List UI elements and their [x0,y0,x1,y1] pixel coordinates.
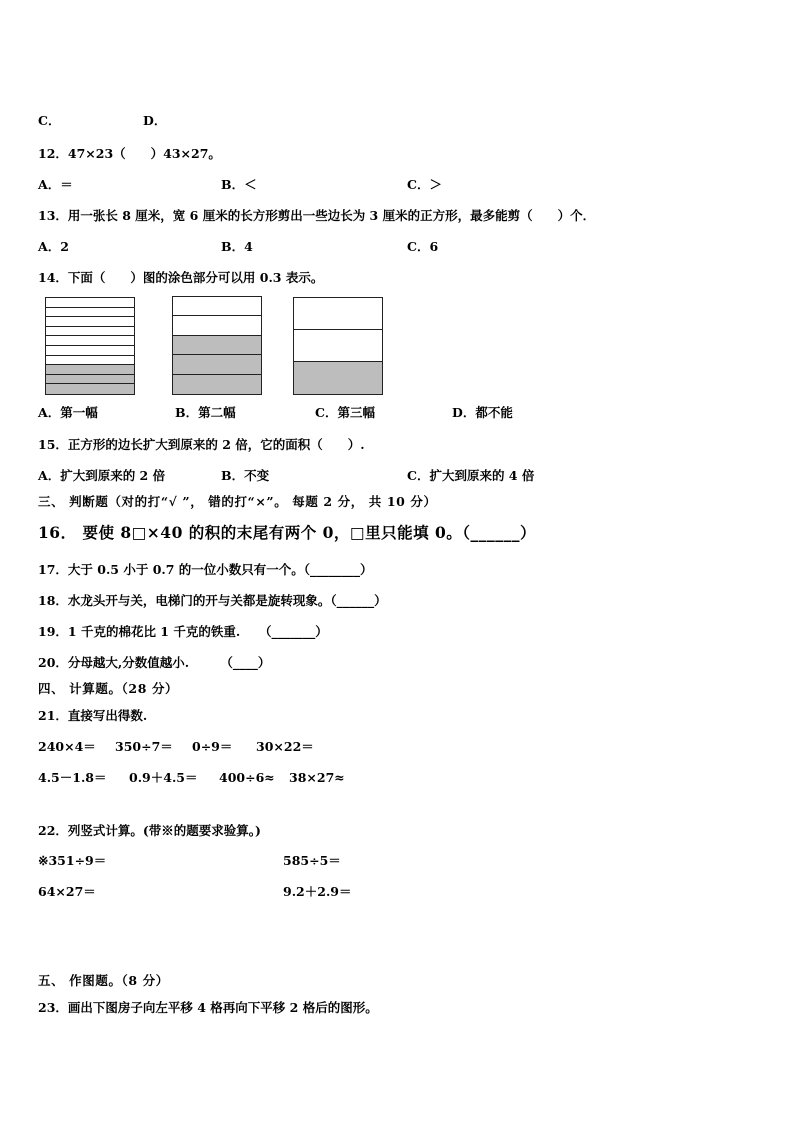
section-4-heading: 四、 计算题。（28 分） [38,681,179,696]
figure-part [46,384,134,394]
question-21: 21．直接写出得数. [38,708,148,723]
q15-option-c: C．扩大到原来的 4 倍 [407,468,535,483]
q15-option-b: B．不变 [221,468,270,483]
question-14: 14．下面（ ）图的涂色部分可以用 0.3 表示。 [38,270,324,285]
figure-part [173,297,261,316]
question-20: 20．分母越大,分数值越小. （____） [38,655,271,670]
calc-item: 0÷9＝ [192,739,233,754]
figure-third [293,297,383,395]
vertical-calc-item: 9.2＋2.9＝ [283,884,352,899]
q14-option-c: C．第三幅 [315,405,375,420]
calc-item: 350÷7＝ [115,739,173,754]
figure-part [173,355,261,374]
q13-option-b: B．4 [221,239,253,254]
q13-option-c: C．6 [407,239,439,254]
q14-option-a: A．第一幅 [38,405,98,420]
question-12: 12．47×23（ ）43×27。 [38,146,221,161]
section-3-heading: 三、 判断题（对的打“√ ”， 错的打“×”。 每题 2 分， 共 10 分） [38,494,437,509]
option-d: D． [143,113,167,128]
question-19: 19．1 千克的棉花比 1 千克的铁重. （_______） [38,624,328,639]
figure-part [46,365,134,375]
calc-item: 0.9＋4.5＝ [129,770,198,785]
figure-part [46,308,134,318]
figure-part [46,298,134,308]
calc-item: 30×22＝ [256,739,314,754]
question-23: 23．画出下图房子向左平移 4 格再向下平移 2 格后的图形。 [38,1000,378,1015]
question-16: 16． 要使 8□×40 的积的末尾有两个 0，□里只能填 0。（______） [38,523,537,542]
q15-option-a: A．扩大到原来的 2 倍 [38,468,166,483]
calc-item: 240×4＝ [38,739,96,754]
figure-part [46,327,134,337]
figure-part [294,298,382,330]
q12-option-c: C．＞ [407,177,442,192]
q14-option-d: D．都不能 [452,405,513,420]
figure-part [46,317,134,327]
figure-second [172,296,262,395]
figure-part [46,356,134,366]
calc-item: 38×27≈ [289,770,345,785]
section-5-heading: 五、 作图题。（8 分） [38,973,169,988]
figure-part [294,330,382,362]
question-15: 15．正方形的边长扩大到原来的 2 倍，它的面积（ ）. [38,437,365,452]
figure-first [45,297,135,395]
calc-item: 4.5－1.8＝ [38,770,107,785]
figure-part [294,362,382,394]
question-17: 17．大于 0.5 小于 0.7 的一位小数只有一个。（________） [38,562,373,577]
figure-part [46,375,134,385]
figure-part [46,336,134,346]
q14-option-b: B．第二幅 [175,405,236,420]
question-13: 13．用一张长 8 厘米，宽 6 厘米的长方形剪出一些边长为 3 厘米的正方形，最多能剪（ ）个． [38,208,596,223]
question-18: 18．水龙头开与关，电梯门的开与关都是旋转现象。（______） [38,593,387,608]
figure-part [46,346,134,356]
figure-part [173,375,261,394]
figure-part [173,336,261,355]
vertical-calc-item: 585÷5＝ [283,853,341,868]
vertical-calc-item: ※351÷9＝ [38,853,107,868]
question-22: 22．列竖式计算。(带※的题要求验算。) [38,823,261,838]
q12-option-b: B．＜ [221,177,257,192]
q12-option-a: A．＝ [38,177,73,192]
option-c: C． [38,113,61,128]
vertical-calc-item: 64×27＝ [38,884,96,899]
figure-part [173,316,261,335]
calc-item: 400÷6≈ [219,770,275,785]
q13-option-a: A．2 [38,239,69,254]
